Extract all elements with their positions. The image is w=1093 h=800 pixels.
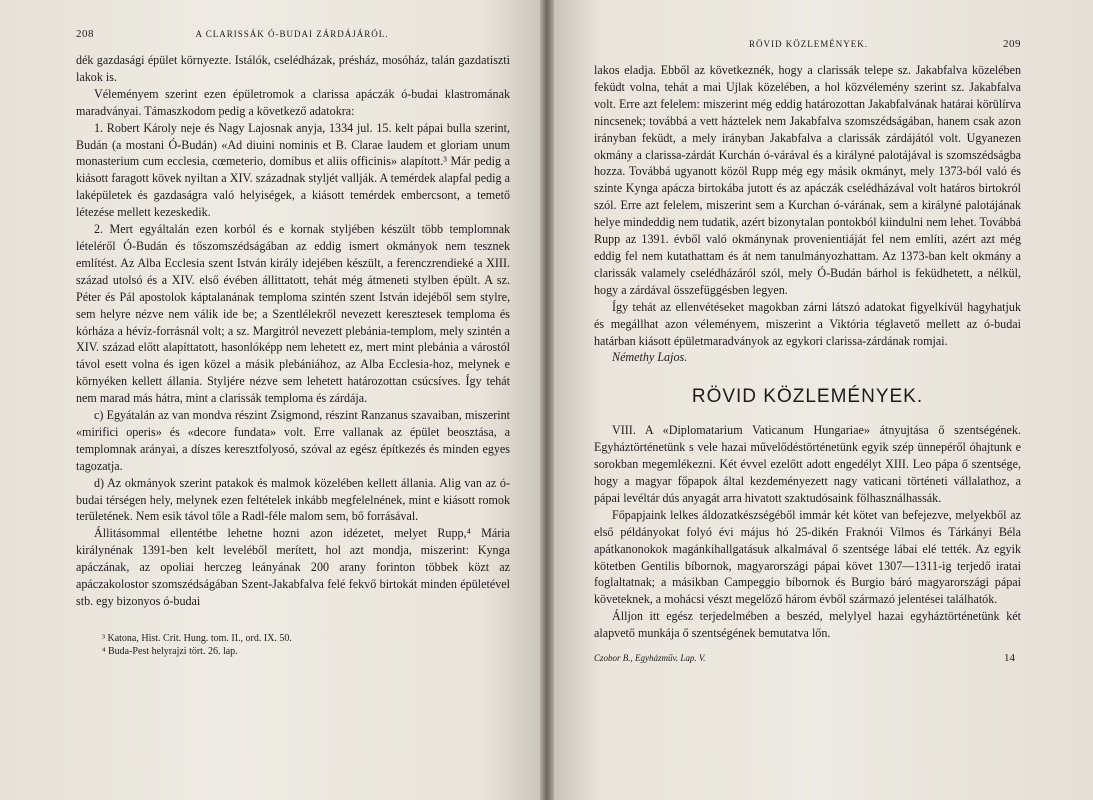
right-page [546,0,1093,800]
paragraph: 1. Robert Károly neje és Nagy Lajosnak anyja, 1334 jul. 15. kelt pápai bulla szerint, Budán (a mostani Ó-Budán) «Ad diuini nominis et B. Clarae laudem et gloriam unum monasterium cum ecclesia, cœmeterio, domibus et aliis officinis» alapított.³ Már pedig a kiásott faragott kövek nyiltan a XIV. századnak styljét vallják. A temérdek alapfal pedig a laképületek és gazdaságra való helyiségek, a kiásott temérdek embercsont, a temető létezése mellett kezeskedik. [76,120,510,220]
footnote: ³ Katona, Hist. Crit. Hung. tom. II., ord. IX. 50. [102,632,292,644]
paragraph: Így tehát az ellenvétéseket magokban zárni látszó adatokat figyelkívül hagyhatjuk és megállhat azon véleményem, miszerint a Viktória téglavető mellett az ó-budai határban kiásott épületmaradványok az egykori clarissa-zárdának romjai. [594,299,1021,348]
paragraph: Véleményem szerint ezen épületromok a clarissa apáczák ó-budai klastromának maradványai. Támaszkodom pedig a következő adatokra: [76,86,510,118]
imprint-line: Czobor B., Egyházműv. Lap. V. [594,653,706,664]
left-page [0,0,546,800]
section-title: RÖVID KÖZLEMÉNYEK. [691,386,924,408]
section-body-text [594,422,1021,642]
right-running-title: RÖVID KÖZLEMÉNYEK. [749,39,868,49]
paragraph: Főpapjaink lelkes áldozatkészségéből immár két kötet van befejezve, melyekből az első példányokat folyó évi május hó 25-dikén Fraknói Vilmos és Tárkányi Béla apátkanonokok magánkihallgatásuk alkalmával ő szentsége lábai elé tették. Az egyik kötetben Gentilis bíbornok, magyarországi pápai követ 1307—1311-ig terjedő iratai foglaltatnak; a másikban Campeggio bíbornok és Burgio báró magyarországi pápai követeknek, a mohácsi vészt megelőző három évből származó jelentései találhatók. [594,507,1021,607]
book-gutter [540,0,554,800]
right-running-head [594,38,1021,50]
left-running-title: A CLARISSÁK Ó-BUDAI ZÁRDÁJÁRÓL. [195,29,389,39]
paragraph: Állitásommal ellentétbe lehetne hozni azon idézetet, melyet Rupp,⁴ Mária királynénak 1391-ben kelt leveléből merített, hol azt mondja, miszerint: Kynga apáczának, az opoliai herczeg leányának 200 arany forinton többek közt az apáczakolostor szomszédságában Szent-Jakabfalva felé fekvő birtokát minden épületével stb. egy bizonyos ó-budai [76,526,510,608]
author-signature: Némethy Lajos. [612,350,688,365]
left-page-number: 208 [76,28,94,40]
footnote: ⁴ Buda-Pest helyrajzi tört. 26. lap. [102,645,238,657]
right-body-text [594,62,1021,366]
left-running-head [76,28,510,40]
paragraph: dék gazdasági épület környezte. Istálók, cselédházak, présház, mosóház, talán gazdatiszti lakok is. [76,53,510,84]
paragraph: 2. Mert egyáltalán ezen korból és e kornak styljében készült több templomnak lételéről Ó-Budán és tőszomszédságában az eddig ismert okmányok nem tesznek említést. Az Alba Ecclesia szent István király idejében készült, a ferenczrendieké a XIII. század utolsó és a XIV. első évében állittatott, tehát még átmeneti stylben épült. A sz. Péter és Pál apostolok káptalanának temploma szintén szent István idejéből sem stylre, sem helyre nézve nem válik ide be; a Szentlélekről nevezett keresztesek temploma és kórháza a hévíz-forrásnál volt; a sz. Margitról nevezett plebánia-templom, mely szintén a XIV. század előtt alapíttatott, hasonlóképp nem lehetett ez, mert mint plebánia a várostól távol esett volna és igen közel a másik plebániához, az Alba Ecclesia-hoz, melynek e környéken kellett állania. Styljére nézve sem lehetett határozottan csúcsíves. Így tehát nem marad más hátra, mint a clarissák temploma és zárdája. [76,222,510,406]
footnotes [76,632,510,658]
right-page-footer [594,652,1021,664]
signature-mark: 14 [1004,652,1015,665]
left-body-text [76,52,510,610]
paragraph: c) Egyátalán az van mondva részint Zsigmond, részint Ranzanus szavaiban, miszerint «mirifici operis» és «decore fundata» volt. Erre vallanak az épület beosztása, a templomnak arányai, a díszes keresztfolyosó, szóval az egész építkezés és minden egyes tagozatja. [76,408,510,473]
paragraph: d) Az okmányok szerint patakok és malmok közelében kellett állania. Alig van az ó-budai térségen hely, melynek ezen feltételek inkább megfelelnének, mint e kiásott romok területének. Nem esik távol tőle a Radl-féle malom sem, bő forrásával. [76,475,510,524]
right-page-number: 209 [1003,38,1021,50]
paragraph: lakos eladja. Ebből az következnék, hogy a clarissák telepe sz. Jakabfalva közelében feküdt volna, tehát a mai Ujlak közelében, a hol közvélemény szerint sz. Jakabfalva volt. Erre azt felelem: miszerint még eddig határozottan Jakabfalvának határai körülírva nincsenek; továbbá a vett háztelek nem Jakabfalva szomszédságában, hanem csak azon irányban feküdt, a mely irányban Jakabfalva a clarissák zárdájától volt. Ugyanezen okmány a clarissa-zárdát Kurchán ó-várával és a királyné palotájával is szomszédságba hozza. Továbbá ugyanott közöl Rupp még egy másik okmányt, mely 1373-ból való és szinte Kynga apácza birtokába jutott és az apáczák cselédházával volt határos birtokról szól. Erre azt felelem, miszerint sem a Kurchan ó-várának, sem a királyné palotájának helye mindeddig nem tudatik, azért bizonytalan pontokból kiindulni nem lehet. Továbbá Rupp az 1391. évből való okmánynak provenientiáját fel nem említi, azért azt még eddig fel nem kutathattam és át nem tanulmányozhattam. Az 1373-ban kelt okmány a clarissák valamely cselédházáról szól, mely Ó-Budán bárhol is feküdhetett, a nélkül, hogy a zárdával összefüggésben legyen. [594,63,1021,297]
paragraph: VIII. A «Diplomatarium Vaticanum Hungariae» átnyujtása ő szentségének. Egyháztörténetünk s vele hazai művelődéstörténetünk egyik szép ünnepéről óhajtunk e sorokban megemlékezni. Két évvel ezelőtt adott engedélyt XIII. Leo pápa ő szentsége, hogy a magyar főpapok által kezdeményezett nagy vaticani történeti vállalathoz, a pápai levéltár dús anyagát arra hivatott szaktudósaink fölhasználhassák. [594,423,1021,505]
paragraph: Álljon itt egész terjedelmében a beszéd, melylyel hazai egyháztörténetünk két alapvető munkája ő szentségének bemutatva lőn. [594,609,1021,641]
